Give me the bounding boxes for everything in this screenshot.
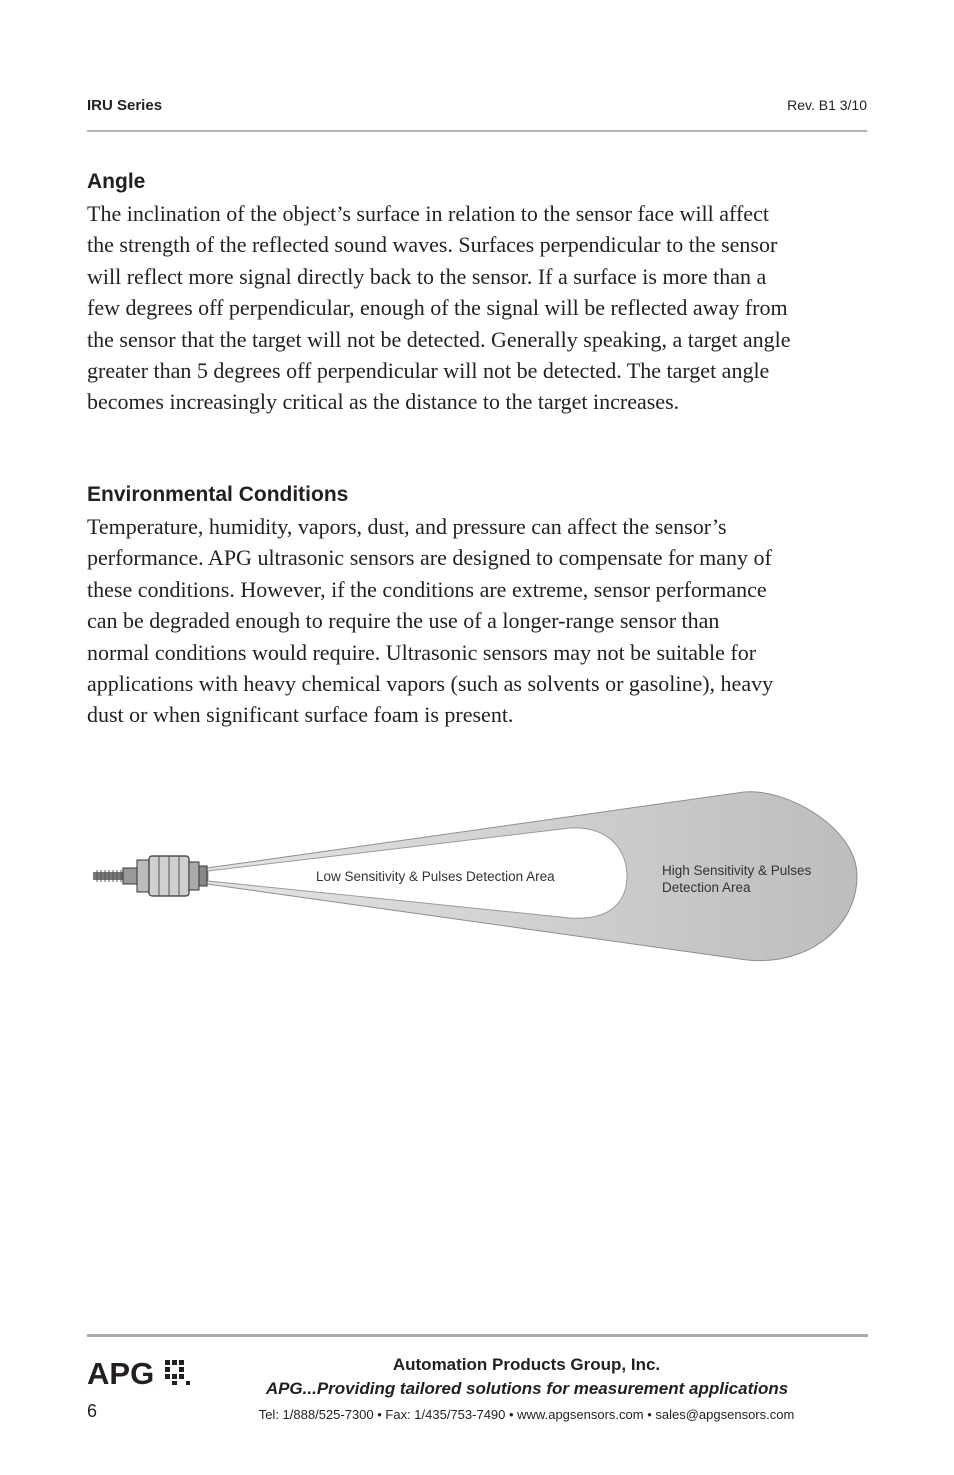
revision-label: Rev. B1 3/10 <box>787 97 867 113</box>
beam-pattern-diagram <box>87 788 865 968</box>
angle-line: will reflect more signal directly back to the sensor. If a surface is more than a <box>87 263 767 289</box>
angle-line: The inclination of the object’s surface in relation to the sensor face will affect <box>87 201 769 226</box>
apg-logo-text: APG <box>87 1356 155 1391</box>
angle-line: few degrees off perpendicular, enough of the signal will be reflected away from <box>87 295 788 321</box>
contact-info: Tel: 1/888/525-7300 • Fax: 1/435/753-7490 • www.apgsensors.com • sales@apgsensors.com <box>258 1407 795 1422</box>
high-sensitivity-label-line2: Detection Area <box>662 880 751 895</box>
angle-line: greater than 5 degrees off perpendicular will not be detected. The target angle <box>87 358 770 384</box>
angle-paragraph <box>87 198 877 418</box>
apg-logo <box>87 1352 197 1392</box>
company-name: Automation Products Group, Inc. <box>392 1355 661 1374</box>
company-tagline: APG...Providing tailored solutions for measurement applications <box>265 1379 789 1398</box>
footer-divider <box>87 1334 868 1337</box>
environmental-heading: Environmental Conditions <box>87 483 349 506</box>
environmental-line: dust or when significant surface foam is present. <box>87 702 514 728</box>
environmental-line: normal conditions would require. Ultrasonic sensors may not be suitable for <box>87 639 757 665</box>
environmental-line: applications with heavy chemical vapors (such as solvents or gasoline), heavy <box>87 671 774 697</box>
environmental-line: performance. APG ultrasonic sensors are designed to compensate for many of <box>87 545 772 571</box>
sensor-icon <box>93 856 207 896</box>
high-sensitivity-label-line1: High Sensitivity & Pulses <box>662 863 812 878</box>
angle-heading: Angle <box>87 170 146 193</box>
page-number: 6 <box>87 1401 98 1421</box>
apg-logo-dots <box>165 1360 190 1385</box>
environmental-line: can be degraded enough to require the use of a longer-range sensor than <box>87 608 720 634</box>
environmental-line: these conditions. However, if the conditions are extreme, sensor performance <box>87 576 767 602</box>
series-title: IRU Series <box>87 97 163 114</box>
angle-line: the sensor that the target will not be detected. Generally speaking, a target angle <box>87 326 791 352</box>
angle-line: becomes increasingly critical as the distance to the target increases. <box>87 389 680 415</box>
environmental-line: Temperature, humidity, vapors, dust, and pressure can affect the sensor’s <box>87 514 727 539</box>
low-sensitivity-label: Low Sensitivity & Pulses Detection Area <box>316 869 555 884</box>
header-divider <box>87 130 867 132</box>
environmental-paragraph <box>87 511 877 731</box>
angle-line: the strength of the reflected sound waves. Surfaces perpendicular to the sensor <box>87 232 778 258</box>
